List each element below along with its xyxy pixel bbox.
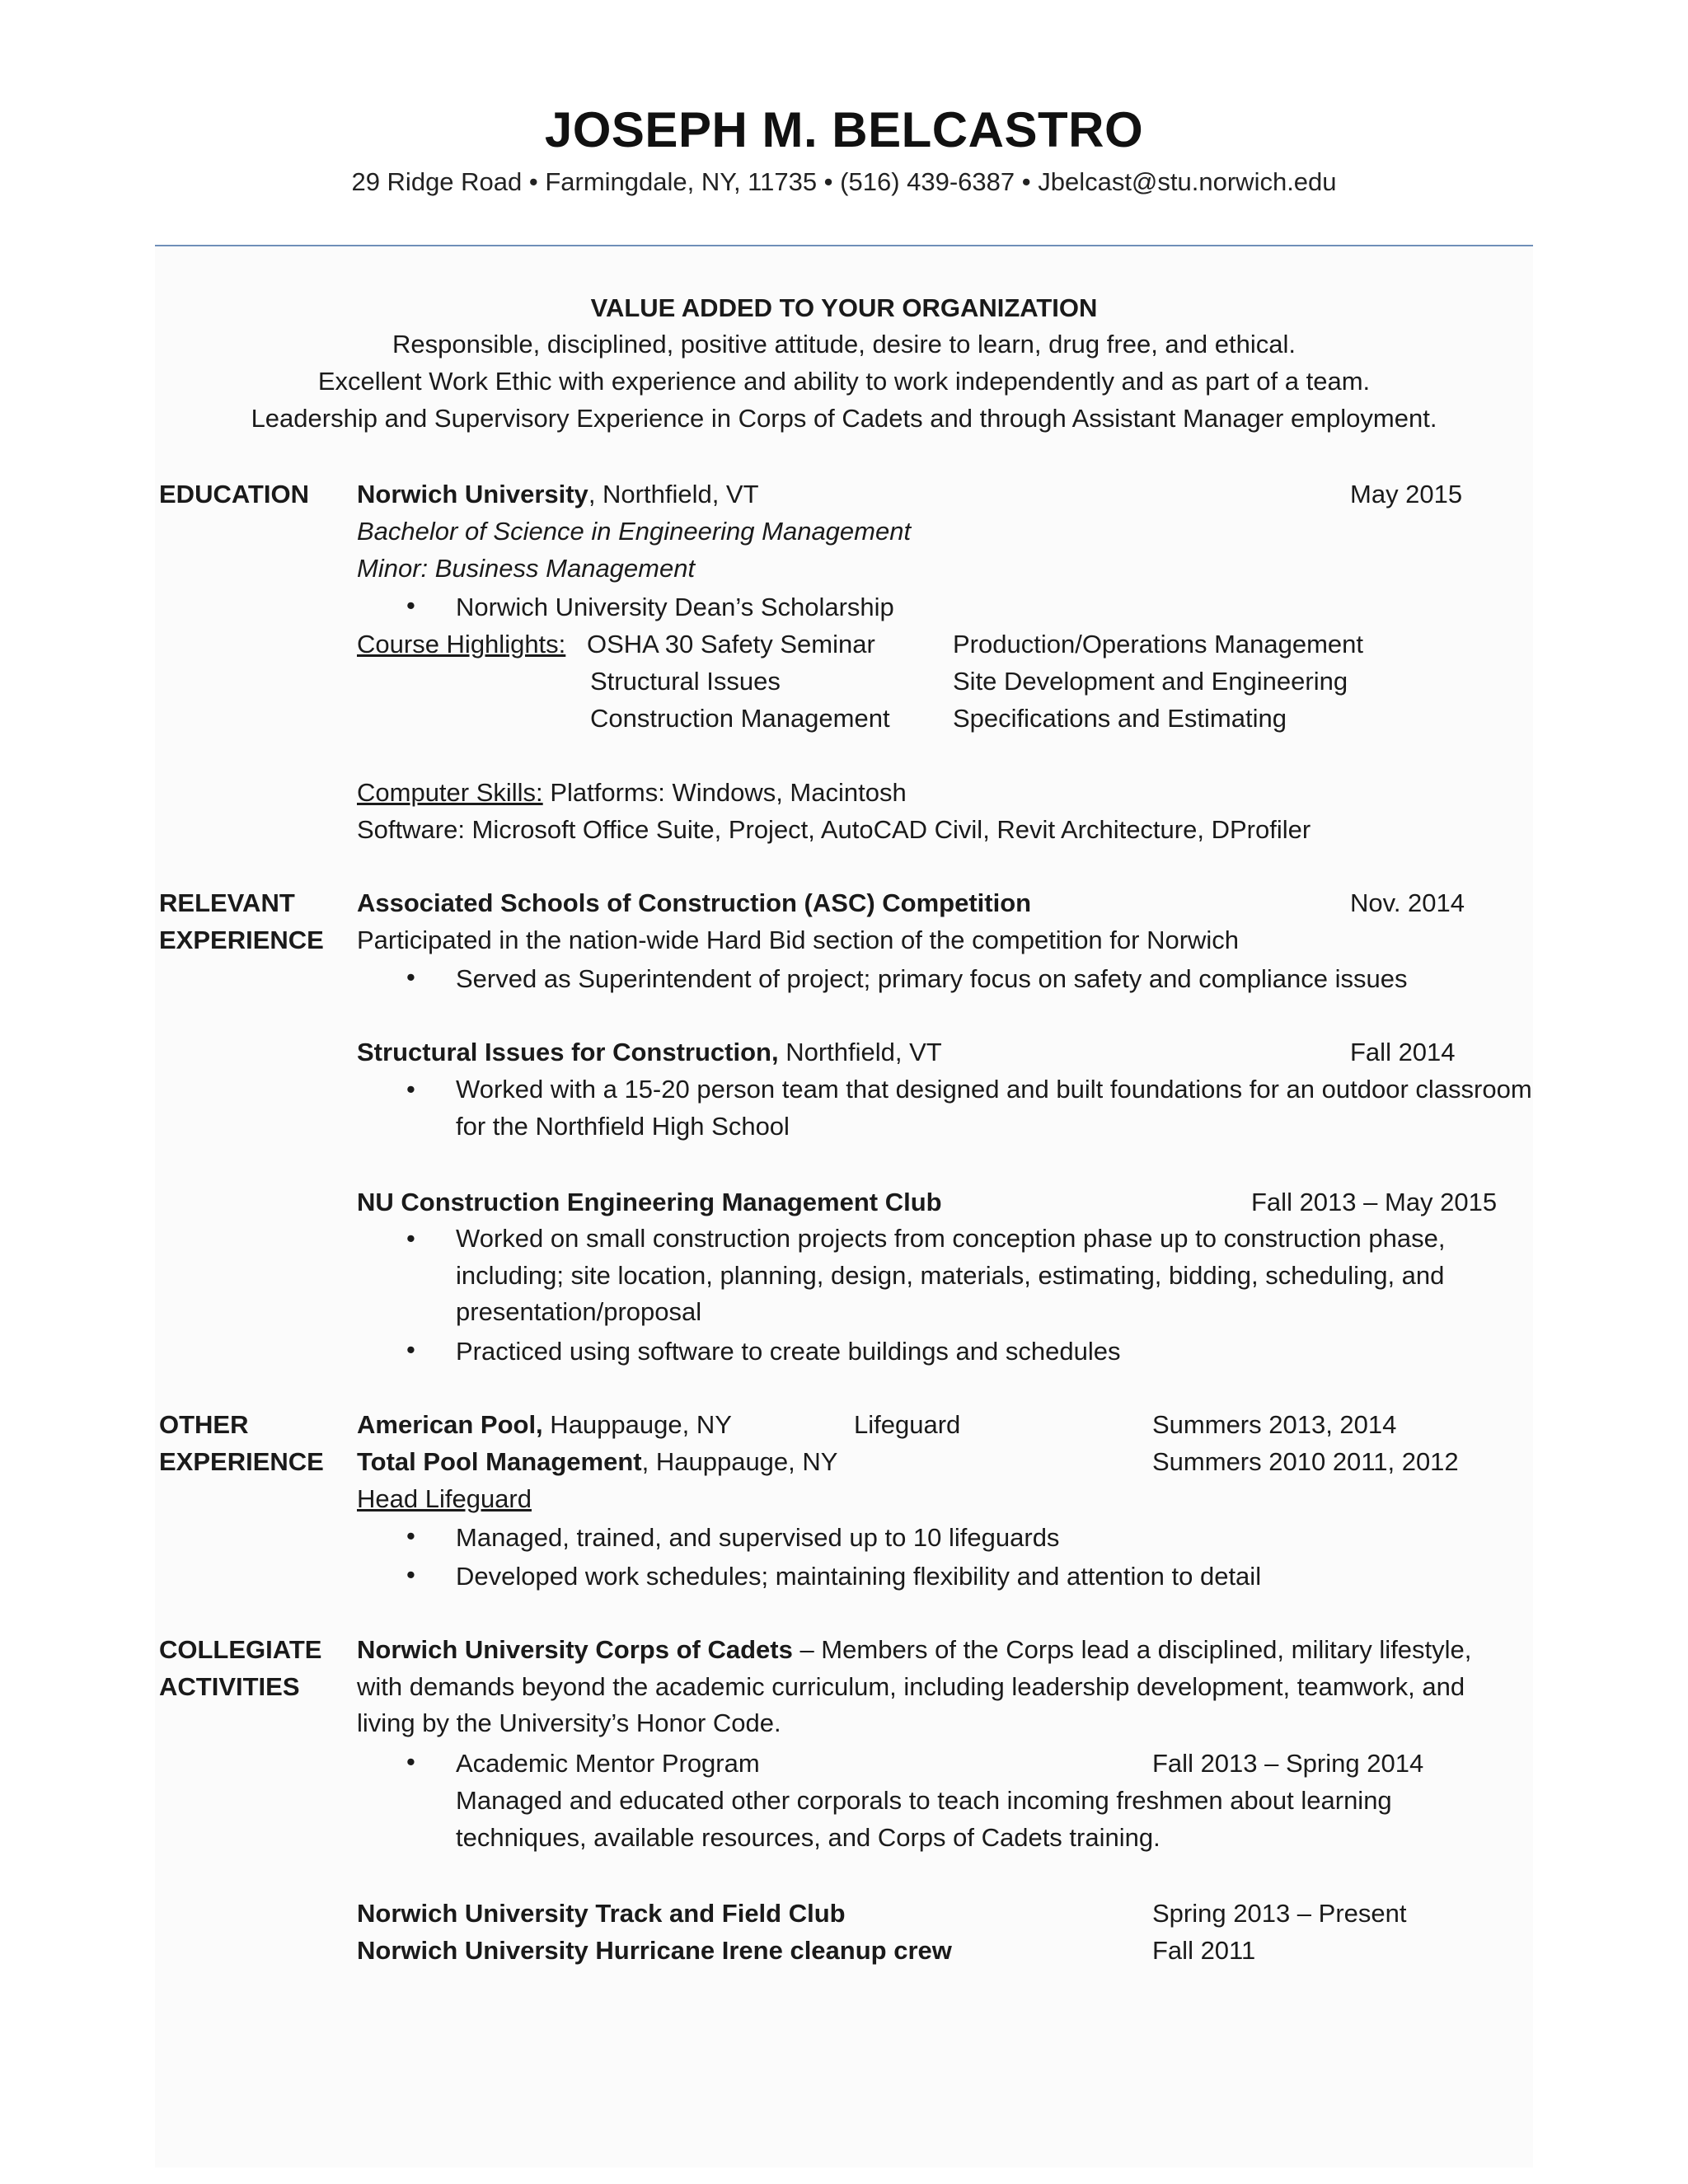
club-bullet: Practiced using software to create buildings and schedules xyxy=(456,1337,1121,1366)
mentor-date: Fall 2013 – Spring 2014 xyxy=(1152,1749,1424,1778)
bullet-icon: • xyxy=(406,1224,415,1253)
club-bullet: Worked on small construction projects from conception phase up to construction phase, including; site location, planning, design, materials, estimating, bidding, scheduling, and presentation/proposal xyxy=(456,1224,1446,1327)
value-line: Responsible, disciplined, positive attitude, desire to learn, drug free, and ethical. xyxy=(392,330,1296,359)
bullet-icon: • xyxy=(406,591,415,620)
course-item: Site Development and Engineering xyxy=(953,667,1348,696)
school-name: Norwich University xyxy=(357,480,588,509)
bullet-icon: • xyxy=(406,1521,415,1550)
activity-date: Spring 2013 – Present xyxy=(1152,1899,1407,1928)
club-title: NU Construction Engineering Management Club xyxy=(357,1188,942,1216)
software: Software: Microsoft Office Suite, Project, AutoCAD Civil, Revit Architecture, DProfiler xyxy=(357,815,1311,844)
school-location: , Northfield, VT xyxy=(588,480,759,509)
structural-date: Fall 2014 xyxy=(1350,1038,1456,1066)
education-date: May 2015 xyxy=(1350,480,1463,509)
job-employer: American Pool, xyxy=(357,1410,543,1439)
structural-title: Structural Issues for Construction, xyxy=(357,1038,779,1066)
section-heading-other: OTHER xyxy=(159,1410,249,1439)
asc-bullet: Served as Superintendent of project; primary focus on safety and compliance issues xyxy=(456,964,1408,993)
section-heading-education: EDUCATION xyxy=(159,480,309,509)
structural-bullet: Worked with a 15-20 person team that designed and built foundations for an outdoor classroom for the Northfield High School xyxy=(456,1075,1532,1141)
job-employer: Total Pool Management xyxy=(357,1447,642,1476)
section-heading-collegiate: COLLEGIATE xyxy=(159,1635,322,1664)
job-location: Hauppauge, NY xyxy=(542,1410,732,1439)
course-item: OSHA 30 Safety Seminar xyxy=(587,630,875,658)
asc-date: Nov. 2014 xyxy=(1350,888,1465,917)
course-item: Structural Issues xyxy=(590,667,781,696)
value-title: VALUE ADDED TO YOUR ORGANIZATION xyxy=(590,293,1098,322)
value-line: Leadership and Supervisory Experience in Corps of Cadets and through Assistant Manager employment. xyxy=(251,404,1437,433)
activity-title: Norwich University Track and Field Club xyxy=(357,1899,846,1928)
job-date: Summers 2010 2011, 2012 xyxy=(1152,1447,1459,1476)
course-highlights-label: Course Highlights: xyxy=(357,630,566,658)
structural-location: Northfield, VT xyxy=(778,1038,942,1066)
value-line: Excellent Work Ethic with experience and ability to work independently and as part of a team. xyxy=(317,367,1371,396)
job-bullet: Managed, trained, and supervised up to 10 lifeguards xyxy=(456,1523,1060,1552)
header-divider xyxy=(155,245,1533,246)
course-item: Specifications and Estimating xyxy=(953,704,1287,733)
scholarship: Norwich University Dean’s Scholarship xyxy=(456,593,894,621)
corps-paragraph xyxy=(357,1632,1511,1742)
asc-title: Associated Schools of Construction (ASC) Competition xyxy=(357,888,1032,917)
course-item: Construction Management xyxy=(590,704,890,733)
section-heading-other: EXPERIENCE xyxy=(159,1447,324,1476)
job-role: Head Lifeguard xyxy=(357,1484,532,1513)
bullet-icon: • xyxy=(406,1075,415,1104)
job-date: Summers 2013, 2014 xyxy=(1152,1410,1397,1439)
section-heading-relevant: RELEVANT xyxy=(159,888,295,917)
bullet-icon: • xyxy=(406,1747,415,1776)
candidate-name: JOSEPH M. BELCASTRO xyxy=(544,102,1144,157)
activity-date: Fall 2011 xyxy=(1152,1936,1256,1965)
corps-description: – Members of the Corps lead a disciplined, military lifestyle, with demands beyond the academic curriculum, including leadership development, teamwork, and living by the University’s Honor Code. xyxy=(357,1635,1472,1738)
bullet-icon: • xyxy=(406,1560,415,1589)
computer-skills-line xyxy=(357,778,907,808)
section-heading-relevant: EXPERIENCE xyxy=(159,926,324,954)
job-line xyxy=(357,1447,837,1477)
asc-desc: Participated in the nation-wide Hard Bid section of the competition for Norwich xyxy=(357,926,1240,954)
job-location: , Hauppauge, NY xyxy=(641,1447,838,1476)
bullet-icon: • xyxy=(406,1335,415,1364)
computer-skills-label: Computer Skills: xyxy=(357,778,543,807)
bullet-icon: • xyxy=(406,963,415,991)
job-role: Lifeguard xyxy=(854,1410,961,1439)
mentor-description: Managed and educated other corporals to teach incoming freshmen about learning techniques, available resources, and Corps of Cadets training. xyxy=(456,1786,1392,1852)
activity-title: Norwich University Hurricane Irene cleanup crew xyxy=(357,1936,952,1965)
education-school-line xyxy=(357,480,759,509)
corps-title: Norwich University Corps of Cadets xyxy=(357,1635,793,1664)
platforms: Platforms: Windows, Macintosh xyxy=(550,778,907,807)
job-bullet: Developed work schedules; maintaining flexibility and attention to detail xyxy=(456,1562,1262,1591)
mentor-title: Academic Mentor Program xyxy=(456,1749,760,1778)
club-date: Fall 2013 – May 2015 xyxy=(1251,1188,1498,1216)
contact-line: 29 Ridge Road • Farmingdale, NY, 11735 • (516) 439-6387 • Jbelcast@stu.norwich.edu xyxy=(351,167,1337,196)
minor: Minor: Business Management xyxy=(357,554,696,583)
degree: Bachelor of Science in Engineering Management xyxy=(357,517,912,546)
structural-line xyxy=(357,1038,942,1067)
section-heading-collegiate: ACTIVITIES xyxy=(159,1672,300,1701)
job-line xyxy=(357,1410,732,1440)
course-item: Production/Operations Management xyxy=(953,630,1364,658)
